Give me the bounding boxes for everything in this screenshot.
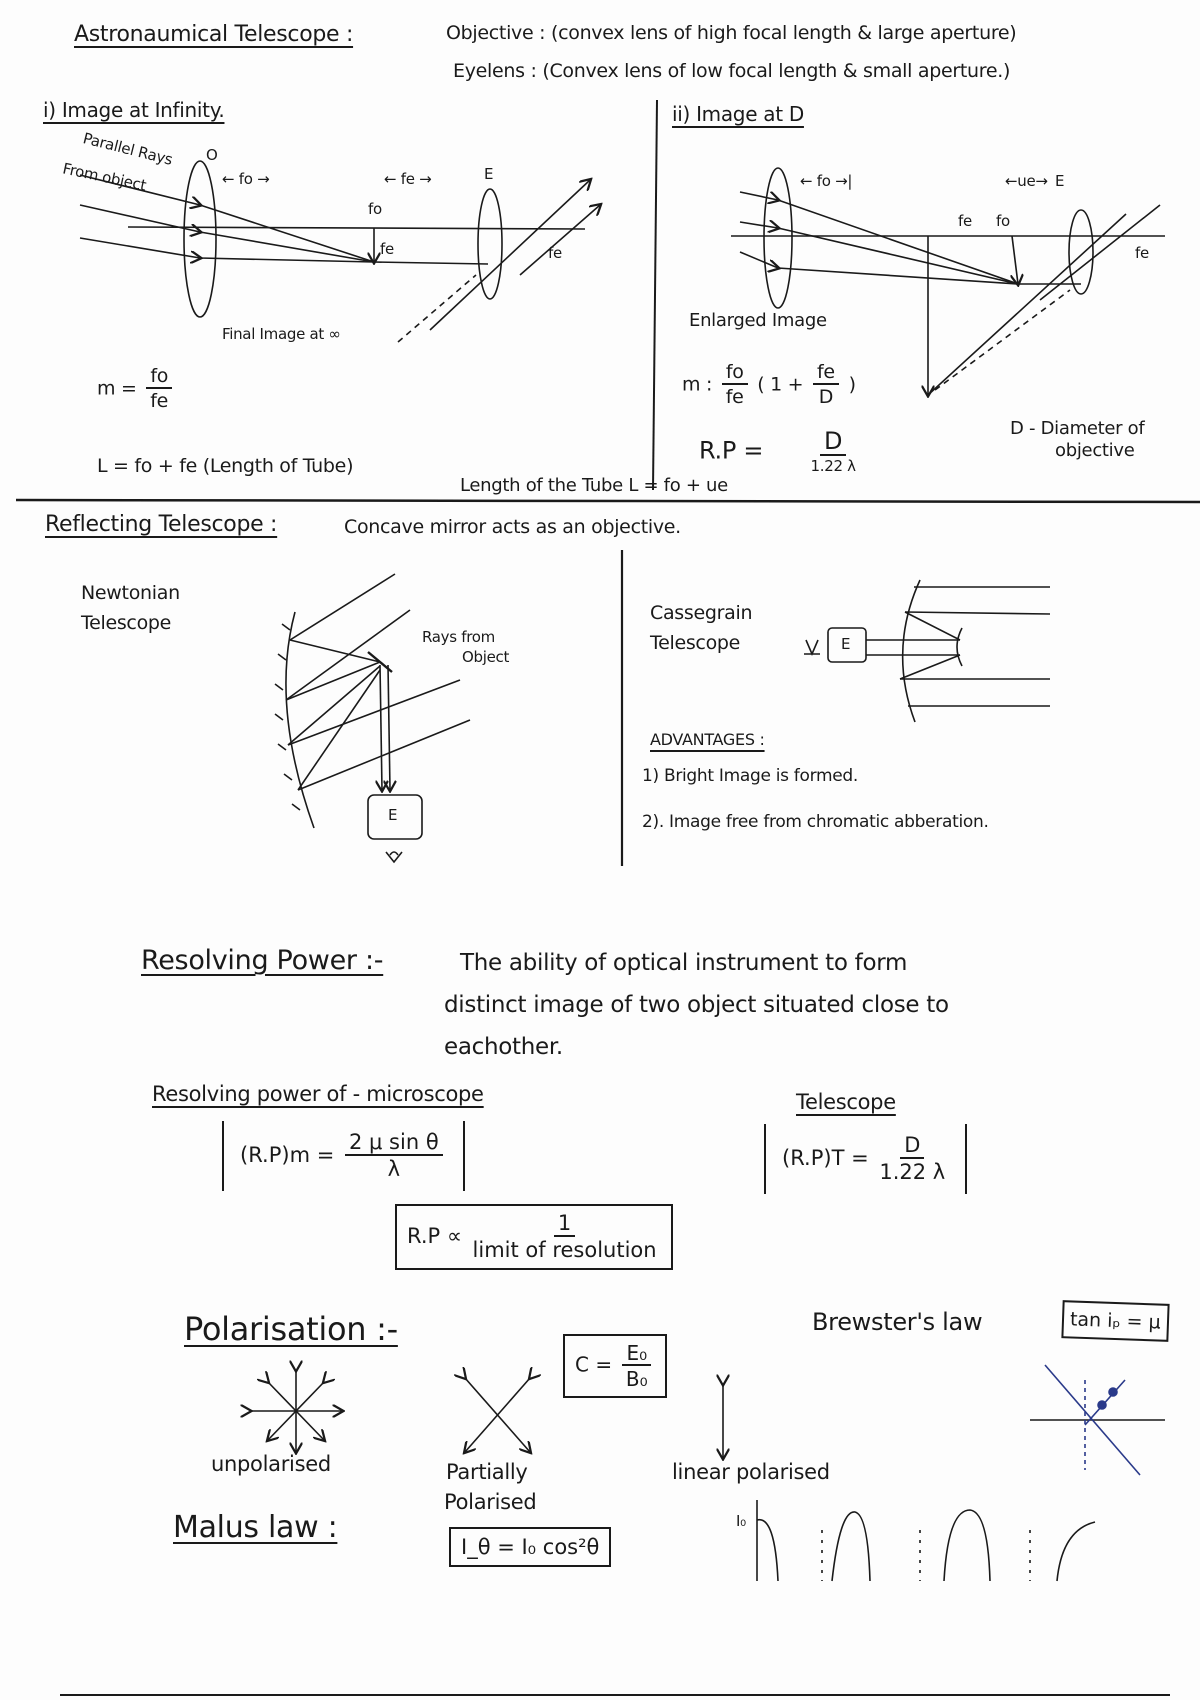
- eyelens-label: Eyelens :: [453, 60, 537, 82]
- eye-icon: [804, 640, 820, 654]
- microscope-formula: [222, 1121, 465, 1191]
- cassegrain-label-1: Cassegrain: [650, 602, 753, 624]
- newtonian-label-2: Telescope: [81, 612, 172, 634]
- eyelens-line: [453, 60, 1010, 82]
- partially-label-1: Partially: [446, 1460, 528, 1484]
- case2-resolving-power: [699, 428, 860, 475]
- c-formula: [563, 1334, 667, 1398]
- final-image-label: Final Image at ∞: [222, 325, 341, 343]
- enlarged-image-label: Enlarged Image: [689, 310, 827, 331]
- objective-lens: [184, 161, 216, 317]
- case2-fe-point: fe: [958, 212, 972, 230]
- polarisation-title: Polarisation :-: [184, 1310, 398, 1348]
- rp-num: D: [820, 428, 846, 456]
- parallel-rays-label: Parallel Rays: [81, 129, 175, 169]
- resolving-definition-line: eachother.: [444, 1034, 563, 1060]
- lens-e-label: E: [484, 165, 494, 183]
- malus-formula: I_θ = I₀ cos²θ: [449, 1527, 611, 1567]
- case1-heading: i) Image at Infinity.: [43, 98, 225, 122]
- case2-fe-right: fe: [1135, 244, 1149, 262]
- m-label: m =: [97, 377, 137, 400]
- fe-point-label: fe: [380, 240, 394, 258]
- c-lhs: C =: [575, 1352, 613, 1377]
- inner-num: fe: [813, 362, 839, 385]
- image-at-d-diagram: [731, 168, 1165, 395]
- objective-lens: [764, 168, 792, 308]
- objective-label: Objective :: [446, 22, 546, 44]
- case2-magnification: [682, 362, 856, 408]
- fe-span-label: ← fe →: [384, 170, 432, 188]
- divider-horizontal: [16, 500, 1200, 502]
- image-at-infinity-diagram: [80, 161, 600, 342]
- telescope-heading: Telescope: [796, 1090, 896, 1114]
- c-den: B₀: [625, 1367, 648, 1391]
- proportional-lhs: R.P ∝: [407, 1224, 462, 1249]
- proportional-den: limit of resolution: [472, 1238, 657, 1263]
- case1-length: L = fo + fe (Length of Tube): [97, 455, 354, 477]
- malus-intensity-graph: [757, 1500, 1095, 1581]
- object-label: Object: [462, 648, 510, 666]
- microscope-num: 2 μ sin θ: [345, 1131, 443, 1156]
- rp-den: 1.22 λ: [810, 457, 856, 476]
- resolving-definition-line: The ability of optical instrument to form: [460, 950, 908, 976]
- cassegrain-label-2: Telescope: [650, 632, 741, 654]
- rp-label: R.P =: [699, 436, 764, 465]
- unpolarised-label: unpolarised: [211, 1452, 331, 1476]
- case2-fo-point: fo: [996, 212, 1010, 230]
- unpolarised-symbol: [250, 1370, 342, 1452]
- objective-desc: (convex lens of high focal length & large aperture): [550, 22, 1017, 44]
- cassegrain-eyepiece-label: E: [841, 635, 851, 653]
- diameter-note-1: D - Diameter of: [1010, 418, 1145, 439]
- paren-close: ): [848, 373, 856, 396]
- eye-icon: [386, 852, 402, 862]
- microscope-lhs: (R.P)m =: [240, 1143, 335, 1168]
- fo-point-label: fo: [368, 200, 382, 218]
- astronomical-telescope-title: Astronaumical Telescope :: [74, 22, 354, 47]
- m-den: fe: [725, 385, 744, 408]
- resolving-definition-line: distinct image of two object situated close to: [444, 992, 949, 1018]
- objective-line: [446, 22, 1016, 44]
- case2-length: Length of the Tube L = fo + ue: [460, 475, 728, 496]
- case2-lens-e: E: [1055, 172, 1065, 190]
- advantage-item: 1) Bright Image is formed.: [642, 766, 858, 786]
- m-num: fo: [146, 366, 172, 389]
- m-num: fo: [722, 362, 748, 385]
- newtonian-telescope-diagram: [275, 574, 470, 862]
- brewster-diagram: [1030, 1365, 1165, 1475]
- concave-mirror: [903, 580, 920, 722]
- eyelens-desc: (Convex lens of low focal length & small aperture.): [542, 60, 1011, 82]
- malus-law-label: Malus law :: [173, 1510, 338, 1545]
- telescope-lhs: (R.P)T =: [782, 1146, 869, 1171]
- telescope-num: D: [900, 1134, 924, 1159]
- c-num: E₀: [622, 1342, 651, 1366]
- brewster-formula: tan iₚ = μ: [1061, 1300, 1169, 1342]
- microscope-heading: Resolving power of - microscope: [152, 1082, 484, 1106]
- malus-axis-label: I₀: [736, 1512, 746, 1530]
- m-den: fe: [150, 389, 169, 412]
- fo-span-label: ← fo →: [222, 170, 270, 188]
- case2-heading: ii) Image at D: [672, 102, 804, 126]
- rays-from-label: Rays from: [422, 628, 495, 646]
- advantage-item: 2). Image free from chromatic abberation.: [642, 812, 989, 832]
- inner-den: D: [818, 385, 834, 408]
- case2-ue-span: ←ue→: [1005, 172, 1048, 190]
- newtonian-label-1: Newtonian: [81, 582, 180, 604]
- partially-label-2: Polarised: [444, 1490, 537, 1514]
- telescope-formula: [764, 1124, 967, 1194]
- telescope-den: 1.22 λ: [879, 1160, 946, 1185]
- m-label: m :: [682, 373, 713, 396]
- reflecting-telescope-title: Reflecting Telescope :: [45, 512, 278, 537]
- resolving-power-title: Resolving Power :-: [141, 945, 384, 976]
- paren-open: ( 1 +: [757, 373, 804, 396]
- brewster-label: Brewster's law: [812, 1308, 983, 1336]
- fe-right-label: fe: [548, 244, 562, 262]
- from-object-label: From object: [61, 159, 148, 195]
- divider-vertical-top: [653, 100, 657, 490]
- convex-secondary-mirror: [957, 628, 962, 666]
- case2-fo-span: ← fo →|: [800, 172, 853, 190]
- linear-polarised-label: linear polarised: [672, 1460, 830, 1484]
- newtonian-eyepiece-label: E: [388, 806, 398, 824]
- reflecting-desc: Concave mirror acts as an objective.: [344, 516, 681, 538]
- case1-magnification: [97, 366, 176, 412]
- partially-polarised-symbol: [465, 1378, 530, 1452]
- microscope-den: λ: [387, 1157, 401, 1182]
- diameter-note-2: objective: [1055, 440, 1135, 461]
- proportional-num: 1: [554, 1212, 575, 1237]
- eyepiece-lens: [1069, 210, 1093, 294]
- lens-o-label: O: [206, 146, 218, 164]
- advantages-heading: ADVANTAGES :: [650, 730, 765, 749]
- proportional-formula: [395, 1204, 673, 1270]
